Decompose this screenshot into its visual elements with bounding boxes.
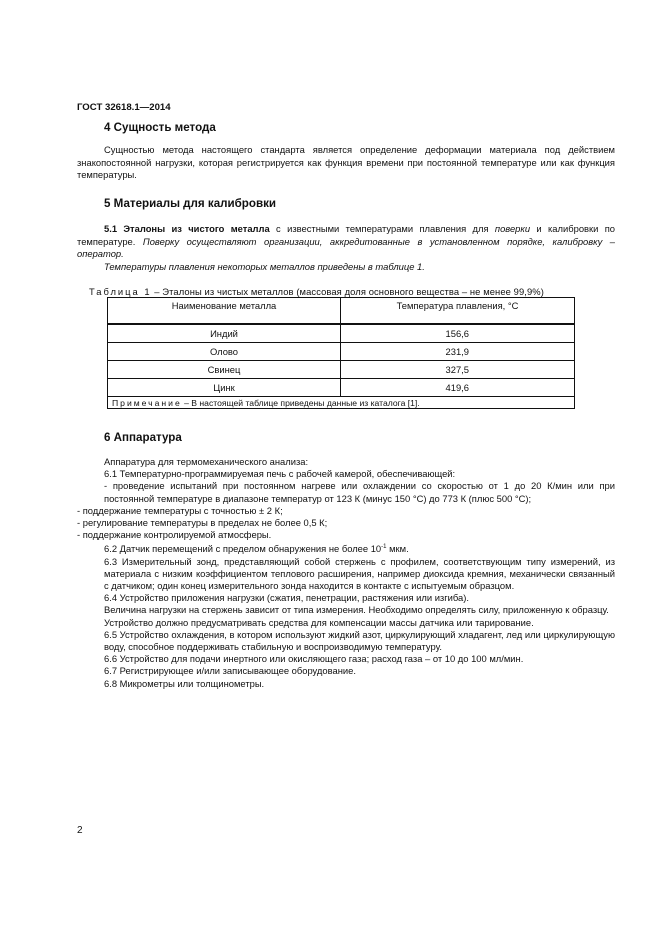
- section-6-line: - поддержание контролируемой атмосферы.: [77, 529, 272, 541]
- table-caption-label: Таблица 1: [89, 286, 152, 297]
- text-span: 6.2 Датчик перемещений с пределом обнаружения не более 10: [104, 543, 382, 555]
- section-4-text: [77, 144, 615, 182]
- metals-table: [107, 297, 575, 409]
- section-6-line: 6.6 Устройство для подачи инертного или окисляющего газа; расход газа – от 10 до 100 мл/мин.: [104, 653, 524, 665]
- table-caption: [89, 286, 544, 297]
- metal-name: Цинк: [108, 379, 341, 397]
- table-note-row: [108, 397, 575, 409]
- section-4-paragraph: Сущностью метода настоящего стандарта является определение деформации материала под действием знакопостоянной нагрузки, которая регистрируется как функция времени при постоянной температуре или как функция температуры.: [77, 144, 615, 181]
- superscript: -1: [381, 544, 387, 551]
- table-row: [108, 324, 575, 343]
- section-5-text: [77, 223, 615, 273]
- table-row: [108, 379, 575, 397]
- column-header-metal: Наименование металла: [108, 298, 341, 325]
- section-6-line: [77, 541, 615, 555]
- section-6-line: - поддержание температуры с точностью ± 2 К;: [77, 504, 283, 516]
- section-6-line: 6.4 Устройство приложения нагрузки (сжатия, пенетрации, растяжения или изгиба).: [104, 592, 469, 604]
- section-6-line: Устройство должно предусматривать средства для компенсации массы датчика или тарирование.: [104, 616, 534, 628]
- section-6-line: 6.3 Измерительный зонд, представляющий собой стержень с профилем, соответствующим типу измерений, из материала с низким коэффициентом теплового расширения, например диоксида кремния, механически связанный с датчиком; один конец измерительного зонда находится в контакте с испытуемым образцом.: [104, 555, 615, 592]
- section-6-line: 6.7 Регистрирующее и/или записывающее оборудование.: [104, 665, 356, 677]
- table-header-row: [108, 298, 575, 325]
- section-5-1-lead: 5.1 Эталоны из чистого металла: [104, 223, 270, 234]
- section-6-line: - проведение испытаний при постоянном нагреве или охлаждении со скоростью от 1 до 20 К/мин или при постоянной температуре в диапазоне температур от 123 К (минус 150 °С) до 773 К (плюс 500 °С);: [104, 480, 615, 504]
- section-4-title: 4 Сущность метода: [104, 121, 216, 134]
- section-6-line: - регулирование температуры в пределах не более 0,5 К;: [77, 517, 328, 529]
- table-row: [108, 343, 575, 361]
- section-6-text: [77, 456, 615, 690]
- section-6-line: Величина нагрузки на стержень зависит от типа измерения. Необходимо определять силу, приложенную к образцу.: [104, 604, 609, 616]
- table-note-label: Примечание: [112, 397, 182, 408]
- section-6-line: 6.1 Температурно-программируемая печь с рабочей камерой, обеспечивающей:: [104, 468, 456, 480]
- section-6-line: 6.8 Микрометры или толщинометры.: [104, 677, 265, 689]
- metal-name: Индий: [108, 324, 341, 343]
- section-6-line: 6.5 Устройство охлаждения, в котором используют жидкий азот, циркулирующий хладагент, лед или циркулирующую воду, способное поддерживать стабильную и воспроизводимую температуру.: [104, 628, 615, 653]
- text-span: мкм.: [386, 543, 409, 555]
- table-note: [108, 397, 575, 409]
- section-6-title: 6 Аппаратура: [104, 431, 182, 444]
- melting-point: 156,6: [341, 324, 575, 343]
- section-5-title: 5 Материалы для калибровки: [104, 197, 277, 210]
- melting-point: 231,9: [341, 343, 575, 361]
- text-span: Поверку осуществляют организации, аккредитованные в установленном порядке, калибровку – оператор.: [77, 235, 616, 260]
- column-header-temperature: Температура плавления, °С: [341, 298, 575, 325]
- melting-point: 327,5: [341, 361, 575, 379]
- table-note-text: – В настоящей таблице приведены данные из каталога [1].: [181, 397, 420, 408]
- text-span: поверки: [494, 223, 531, 234]
- table-caption-text: – Эталоны из чистых металлов (массовая доля основного вещества – не менее 99,9%): [151, 286, 544, 297]
- table-row: [108, 361, 575, 379]
- document-header: ГОСТ 32618.1—2014: [77, 102, 171, 113]
- metal-name: Свинец: [108, 361, 341, 379]
- section-5-table-ref: Температуры плавления некоторых металлов приведены в таблице 1.: [104, 260, 425, 272]
- metal-name: Олово: [108, 343, 341, 361]
- text-span: и калибровки по температуре.: [77, 223, 615, 247]
- text-span: с известными температурами плавления для: [269, 223, 495, 234]
- section-6-line: Аппаратура для термомеханического анализа:: [104, 456, 309, 467]
- section-5-1-paragraph: [77, 223, 615, 261]
- page-number: 2: [77, 825, 83, 836]
- melting-point: 419,6: [341, 379, 575, 397]
